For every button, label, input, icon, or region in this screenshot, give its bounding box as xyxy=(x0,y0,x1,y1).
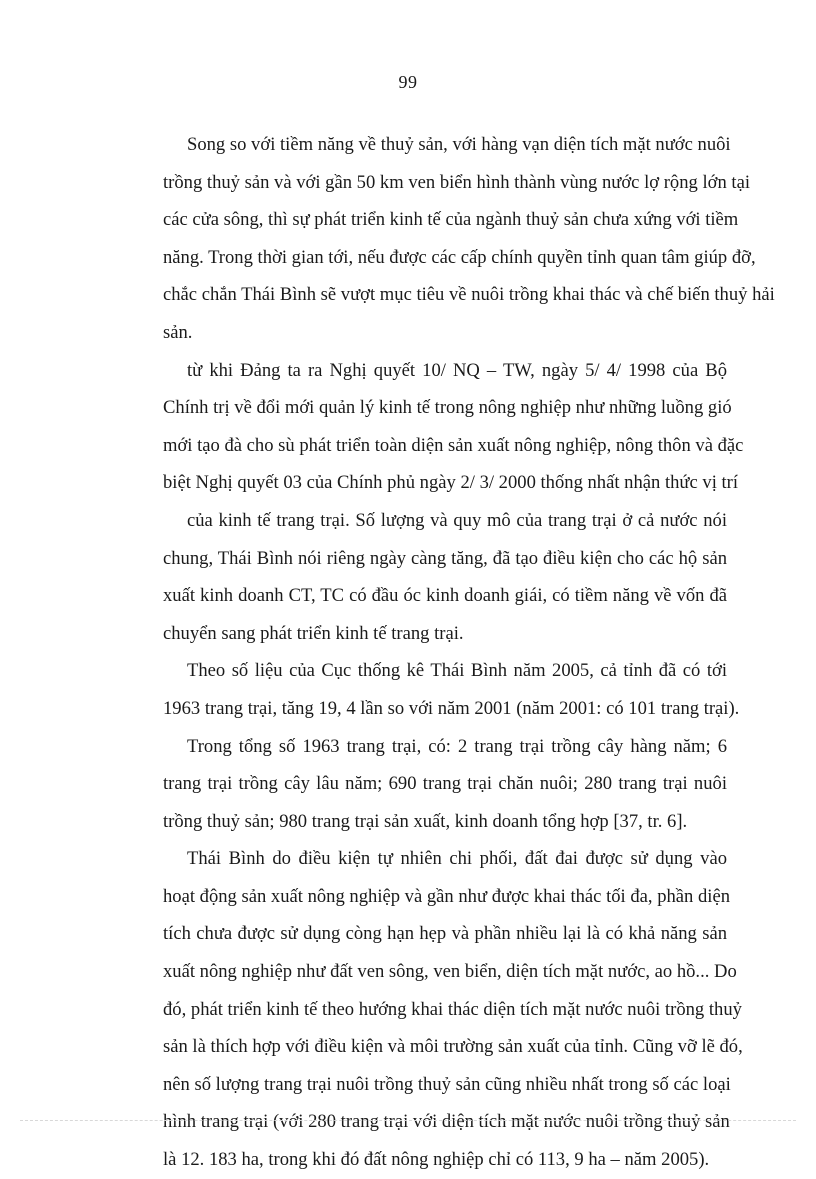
text-line: hoạt động sản xuất nông nghiệp và gần như được khai thác tối đa, phần diện xyxy=(163,885,731,907)
text-line: sản. xyxy=(163,321,193,343)
body-text xyxy=(163,126,775,1179)
text-line: là 12. 183 ha, trong khi đó đất nông nghiệp chỉ có 113, 9 ha – năm 2005). xyxy=(163,1149,710,1171)
page-number: 99 xyxy=(398,72,418,92)
text-line: trang trại trồng cây lâu năm; 690 trang trại chăn nuôi; 280 trang trại nuôi xyxy=(163,773,727,795)
text-line: Thái Bình do điều kiện tự nhiên chi phối, đất đai được sử dụng vào xyxy=(187,848,727,870)
text-line: các cửa sông, thì sự phát triển kinh tế của ngành thuỷ sản chưa xứng với tiềm xyxy=(163,209,739,231)
text-line: xuất nông nghiệp như đất ven sông, ven biển, diện tích mặt nước, ao hồ... Do xyxy=(163,961,737,983)
text-line: chuyển sang phát triển kinh tế trang trại. xyxy=(163,622,464,644)
text-line: năng. Trong thời gian tới, nếu được các cấp chính quyền tỉnh quan tâm giúp đỡ, xyxy=(163,246,756,268)
text-line: Theo số liệu của Cục thống kê Thái Bình năm 2005, cả tỉnh đã có tới xyxy=(187,660,727,682)
text-line: chắc chắn Thái Bình sẽ vượt mục tiêu về nuôi trồng khai thác và chế biến thuỷ hải xyxy=(163,284,775,306)
text-line: sản là thích hợp với điều kiện và môi trường sản xuất của tỉnh. Cũng vỡ lẽ đó, xyxy=(163,1036,743,1058)
text-line: trồng thuỷ sản và với gần 50 km ven biển hình thành vùng nước lợ rộng lớn tại xyxy=(163,171,750,193)
text-line: nên số lượng trang trại nuôi trồng thuỷ sản cũng nhiều nhất trong số các loại xyxy=(163,1073,731,1095)
text-line: hình trang trại (với 280 trang trại với diện tích mặt nước nuôi trồng thuỷ sản xyxy=(163,1111,730,1133)
text-line: của kinh tế trang trại. Số lượng và quy mô của trang trại ở cả nước nói xyxy=(187,509,727,531)
text-line: 1963 trang trại, tăng 19, 4 lần so với năm 2001 (năm 2001: có 101 trang trại). xyxy=(163,697,740,719)
text-line: Song so với tiềm năng về thuỷ sản, với hàng vạn diện tích mặt nước nuôi xyxy=(187,134,731,155)
text-line: biệt Nghị quyết 03 của Chính phủ ngày 2/ 3/ 2000 thống nhất nhận thức vị trí xyxy=(163,472,739,494)
text-line: mới tạo đà cho sù phát triển toàn diện sản xuất nông nghiệp, nông thôn và đặc xyxy=(163,434,744,456)
text-line: trồng thuỷ sản; 980 trang trại sản xuất, kinh doanh tổng hợp [37, tr. 6]. xyxy=(163,810,688,832)
page-bottom-border xyxy=(20,1120,796,1121)
text-line: chung, Thái Bình nói riêng ngày càng tăng, đã tạo điều kiện cho các hộ sản xyxy=(163,547,727,569)
text-line: Chính trị về đổi mới quản lý kinh tế trong nông nghiệp như những luồng gió xyxy=(163,397,732,419)
text-line: xuất kinh doanh CT, TC có đầu óc kinh doanh giái, có tiềm năng về vốn đã xyxy=(163,585,727,607)
text-line: Trong tổng số 1963 trang trại, có: 2 trang trại trồng cây hàng năm; 6 xyxy=(187,735,727,757)
text-line: tích chưa được sử dụng còng hạn hẹp và phần nhiều lại là có khả năng sản xyxy=(163,923,727,945)
text-line: đó, phát triển kinh tế theo hướng khai thác diện tích mặt nước nuôi trồng thuỷ xyxy=(163,998,742,1020)
text-line: từ khi Đảng ta ra Nghị quyết 10/ NQ – TW, ngày 5/ 4/ 1998 của Bộ xyxy=(187,359,727,381)
